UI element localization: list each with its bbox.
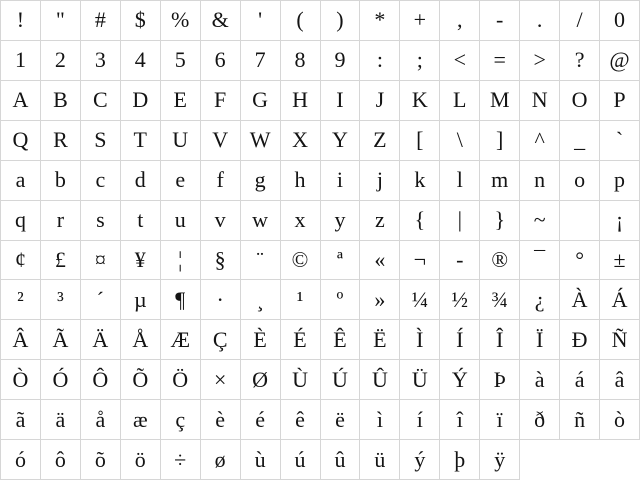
- glyph-cell[interactable]: ²: [1, 280, 41, 320]
- glyph-cell[interactable]: Â: [1, 320, 41, 360]
- glyph-cell[interactable]: J: [360, 81, 400, 121]
- glyph-cell[interactable]: À: [560, 280, 600, 320]
- glyph-cell[interactable]: ý: [400, 440, 440, 480]
- glyph-cell[interactable]: ¢: [1, 241, 41, 281]
- glyph-cell[interactable]: C: [81, 81, 121, 121]
- glyph-cell[interactable]: D: [121, 81, 161, 121]
- glyph-cell[interactable]: #: [81, 1, 121, 41]
- glyph-cell[interactable]: F: [201, 81, 241, 121]
- glyph-cell[interactable]: v: [201, 201, 241, 241]
- glyph-cell[interactable]: *: [360, 1, 400, 41]
- glyph-cell[interactable]: ¤: [81, 241, 121, 281]
- glyph-cell[interactable]: @: [600, 41, 640, 81]
- glyph-cell[interactable]: X: [281, 121, 321, 161]
- glyph-cell[interactable]: H: [281, 81, 321, 121]
- glyph-cell[interactable]: ': [241, 1, 281, 41]
- glyph-cell[interactable]: î: [440, 400, 480, 440]
- glyph-cell[interactable]: <: [440, 41, 480, 81]
- glyph-cell[interactable]: 6: [201, 41, 241, 81]
- glyph-cell[interactable]: »: [360, 280, 400, 320]
- glyph-cell[interactable]: ©: [281, 241, 321, 281]
- glyph-cell[interactable]: Ã: [41, 320, 81, 360]
- glyph-cell[interactable]: h: [281, 161, 321, 201]
- glyph-cell[interactable]: å: [81, 400, 121, 440]
- glyph-cell[interactable]: w: [241, 201, 281, 241]
- glyph-cell[interactable]: m: [480, 161, 520, 201]
- glyph-cell[interactable]: p: [600, 161, 640, 201]
- glyph-cell[interactable]: ë: [321, 400, 361, 440]
- glyph-cell[interactable]: s: [81, 201, 121, 241]
- glyph-cell[interactable]: $: [121, 1, 161, 41]
- glyph-cell[interactable]: 4: [121, 41, 161, 81]
- glyph-cell[interactable]: Á: [600, 280, 640, 320]
- glyph-cell[interactable]: §: [201, 241, 241, 281]
- glyph-cell[interactable]: &: [201, 1, 241, 41]
- glyph-cell[interactable]: E: [161, 81, 201, 121]
- glyph-cell[interactable]: é: [241, 400, 281, 440]
- glyph-cell[interactable]: 9: [321, 41, 361, 81]
- glyph-cell[interactable]: Y: [321, 121, 361, 161]
- glyph-cell[interactable]: O: [560, 81, 600, 121]
- glyph-cell[interactable]: `: [600, 121, 640, 161]
- glyph-cell[interactable]: þ: [440, 440, 480, 480]
- glyph-cell[interactable]: 1: [1, 41, 41, 81]
- glyph-cell[interactable]: ç: [161, 400, 201, 440]
- glyph-cell[interactable]: 3: [81, 41, 121, 81]
- glyph-cell[interactable]: u: [161, 201, 201, 241]
- glyph-cell[interactable]: Z: [360, 121, 400, 161]
- glyph-cell[interactable]: x: [281, 201, 321, 241]
- glyph-cell[interactable]: [: [400, 121, 440, 161]
- glyph-cell[interactable]: r: [41, 201, 81, 241]
- glyph-cell[interactable]: ó: [1, 440, 41, 480]
- glyph-cell[interactable]: Q: [1, 121, 41, 161]
- glyph-cell[interactable]: Ñ: [600, 320, 640, 360]
- glyph-cell[interactable]: ±: [600, 241, 640, 281]
- glyph-cell[interactable]: ¥: [121, 241, 161, 281]
- glyph-cell[interactable]: 5: [161, 41, 201, 81]
- glyph-cell[interactable]: £: [41, 241, 81, 281]
- glyph-cell[interactable]: ¨: [241, 241, 281, 281]
- glyph-cell[interactable]: Å: [121, 320, 161, 360]
- glyph-cell[interactable]: }: [480, 201, 520, 241]
- glyph-cell[interactable]: Þ: [480, 360, 520, 400]
- glyph-cell[interactable]: P: [600, 81, 640, 121]
- glyph-cell[interactable]: ^: [520, 121, 560, 161]
- glyph-cell[interactable]: ª: [321, 241, 361, 281]
- glyph-cell[interactable]: M: [480, 81, 520, 121]
- glyph-cell[interactable]: L: [440, 81, 480, 121]
- glyph-cell[interactable]: Ì: [400, 320, 440, 360]
- glyph-cell[interactable]: Ú: [321, 360, 361, 400]
- glyph-cell[interactable]: ×: [201, 360, 241, 400]
- glyph-cell[interactable]: Ò: [1, 360, 41, 400]
- glyph-cell[interactable]: _: [560, 121, 600, 161]
- glyph-cell[interactable]: Í: [440, 320, 480, 360]
- glyph-cell[interactable]: ò: [600, 400, 640, 440]
- glyph-cell[interactable]: ·: [201, 280, 241, 320]
- glyph-cell[interactable]: ä: [41, 400, 81, 440]
- glyph-cell[interactable]: j: [360, 161, 400, 201]
- glyph-cell[interactable]: !: [1, 1, 41, 41]
- glyph-cell[interactable]: ³: [41, 280, 81, 320]
- glyph-cell[interactable]: .: [520, 1, 560, 41]
- glyph-cell[interactable]: ¦: [161, 241, 201, 281]
- glyph-cell[interactable]: «: [360, 241, 400, 281]
- glyph-cell[interactable]: ÿ: [480, 440, 520, 480]
- glyph-cell[interactable]: Ü: [400, 360, 440, 400]
- glyph-cell[interactable]: Æ: [161, 320, 201, 360]
- glyph-cell[interactable]: ÷: [161, 440, 201, 480]
- glyph-cell[interactable]: ú: [281, 440, 321, 480]
- glyph-cell[interactable]: Õ: [121, 360, 161, 400]
- glyph-cell[interactable]: b: [41, 161, 81, 201]
- glyph-cell[interactable]: ¿: [520, 280, 560, 320]
- glyph-cell[interactable]: ¼: [400, 280, 440, 320]
- glyph-cell[interactable]: ¶: [161, 280, 201, 320]
- glyph-cell[interactable]: ´: [81, 280, 121, 320]
- glyph-cell[interactable]: 7: [241, 41, 281, 81]
- glyph-cell[interactable]: G: [241, 81, 281, 121]
- glyph-cell[interactable]: õ: [81, 440, 121, 480]
- glyph-cell[interactable]: Ä: [81, 320, 121, 360]
- glyph-cell[interactable]: Ï: [520, 320, 560, 360]
- glyph-cell[interactable]: è: [201, 400, 241, 440]
- glyph-cell[interactable]: É: [281, 320, 321, 360]
- glyph-cell[interactable]: n: [520, 161, 560, 201]
- glyph-cell[interactable]: ½: [440, 280, 480, 320]
- glyph-cell[interactable]: ]: [480, 121, 520, 161]
- glyph-cell[interactable]: -: [480, 1, 520, 41]
- glyph-cell[interactable]: e: [161, 161, 201, 201]
- glyph-cell[interactable]: %: [161, 1, 201, 41]
- glyph-cell[interactable]: ü: [360, 440, 400, 480]
- glyph-cell[interactable]: T: [121, 121, 161, 161]
- glyph-cell[interactable]: Ø: [241, 360, 281, 400]
- glyph-cell[interactable]: d: [121, 161, 161, 201]
- glyph-cell[interactable]: Ë: [360, 320, 400, 360]
- glyph-cell[interactable]: ö: [121, 440, 161, 480]
- glyph-cell[interactable]: ¯: [520, 241, 560, 281]
- glyph-cell[interactable]: Î: [480, 320, 520, 360]
- glyph-cell[interactable]: N: [520, 81, 560, 121]
- glyph-cell[interactable]: Û: [360, 360, 400, 400]
- glyph-cell[interactable]: ñ: [560, 400, 600, 440]
- glyph-cell[interactable]: R: [41, 121, 81, 161]
- glyph-cell[interactable]: k: [400, 161, 440, 201]
- glyph-cell[interactable]: K: [400, 81, 440, 121]
- glyph-cell[interactable]: Ö: [161, 360, 201, 400]
- glyph-cell[interactable]: í: [400, 400, 440, 440]
- glyph-cell[interactable]: Ó: [41, 360, 81, 400]
- glyph-cell[interactable]: 8: [281, 41, 321, 81]
- glyph-cell[interactable]: A: [1, 81, 41, 121]
- glyph-cell[interactable]: >: [520, 41, 560, 81]
- glyph-cell[interactable]: ?: [560, 41, 600, 81]
- glyph-cell[interactable]: =: [480, 41, 520, 81]
- glyph-cell[interactable]: °: [560, 241, 600, 281]
- glyph-cell[interactable]: ¾: [480, 280, 520, 320]
- glyph-cell[interactable]: -: [440, 241, 480, 281]
- glyph-cell[interactable]: 2: [41, 41, 81, 81]
- glyph-cell[interactable]: ¬: [400, 241, 440, 281]
- glyph-cell[interactable]: ®: [480, 241, 520, 281]
- glyph-cell[interactable]: Ý: [440, 360, 480, 400]
- glyph-cell[interactable]: +: [400, 1, 440, 41]
- glyph-cell[interactable]: Ç: [201, 320, 241, 360]
- glyph-cell[interactable]: Ô: [81, 360, 121, 400]
- glyph-cell[interactable]: ï: [480, 400, 520, 440]
- glyph-cell[interactable]: ): [321, 1, 361, 41]
- glyph-cell[interactable]: U: [161, 121, 201, 161]
- glyph-cell[interactable]: Ê: [321, 320, 361, 360]
- glyph-cell[interactable]: W: [241, 121, 281, 161]
- glyph-cell[interactable]: ~: [520, 201, 560, 241]
- glyph-cell[interactable]: q: [1, 201, 41, 241]
- glyph-cell[interactable]: µ: [121, 280, 161, 320]
- glyph-cell[interactable]: È: [241, 320, 281, 360]
- glyph-cell[interactable]: ã: [1, 400, 41, 440]
- glyph-cell[interactable]: [560, 201, 600, 241]
- glyph-cell[interactable]: /: [560, 1, 600, 41]
- glyph-cell[interactable]: º: [321, 280, 361, 320]
- glyph-cell[interactable]: ð: [520, 400, 560, 440]
- glyph-cell[interactable]: ¹: [281, 280, 321, 320]
- glyph-cell[interactable]: û: [321, 440, 361, 480]
- glyph-cell[interactable]: z: [360, 201, 400, 241]
- glyph-cell[interactable]: |: [440, 201, 480, 241]
- glyph-cell[interactable]: c: [81, 161, 121, 201]
- glyph-cell[interactable]: Ù: [281, 360, 321, 400]
- glyph-cell[interactable]: ,: [440, 1, 480, 41]
- glyph-cell[interactable]: ê: [281, 400, 321, 440]
- glyph-cell[interactable]: ì: [360, 400, 400, 440]
- glyph-cell[interactable]: B: [41, 81, 81, 121]
- glyph-cell[interactable]: á: [560, 360, 600, 400]
- glyph-cell[interactable]: :: [360, 41, 400, 81]
- glyph-cell[interactable]: S: [81, 121, 121, 161]
- glyph-cell[interactable]: V: [201, 121, 241, 161]
- glyph-cell[interactable]: o: [560, 161, 600, 201]
- glyph-cell[interactable]: \: [440, 121, 480, 161]
- glyph-cell[interactable]: Ð: [560, 320, 600, 360]
- glyph-cell[interactable]: y: [321, 201, 361, 241]
- glyph-cell[interactable]: ": [41, 1, 81, 41]
- glyph-cell[interactable]: (: [281, 1, 321, 41]
- glyph-cell[interactable]: f: [201, 161, 241, 201]
- glyph-cell[interactable]: g: [241, 161, 281, 201]
- glyph-cell[interactable]: i: [321, 161, 361, 201]
- glyph-cell[interactable]: {: [400, 201, 440, 241]
- glyph-cell[interactable]: ô: [41, 440, 81, 480]
- glyph-cell[interactable]: â: [600, 360, 640, 400]
- glyph-cell[interactable]: t: [121, 201, 161, 241]
- glyph-cell[interactable]: 0: [600, 1, 640, 41]
- glyph-cell[interactable]: I: [321, 81, 361, 121]
- glyph-cell[interactable]: ¡: [600, 201, 640, 241]
- glyph-cell[interactable]: ¸: [241, 280, 281, 320]
- glyph-cell[interactable]: a: [1, 161, 41, 201]
- glyph-cell[interactable]: l: [440, 161, 480, 201]
- glyph-cell[interactable]: à: [520, 360, 560, 400]
- glyph-cell[interactable]: ù: [241, 440, 281, 480]
- glyph-cell[interactable]: æ: [121, 400, 161, 440]
- glyph-cell[interactable]: ø: [201, 440, 241, 480]
- glyph-cell[interactable]: ;: [400, 41, 440, 81]
